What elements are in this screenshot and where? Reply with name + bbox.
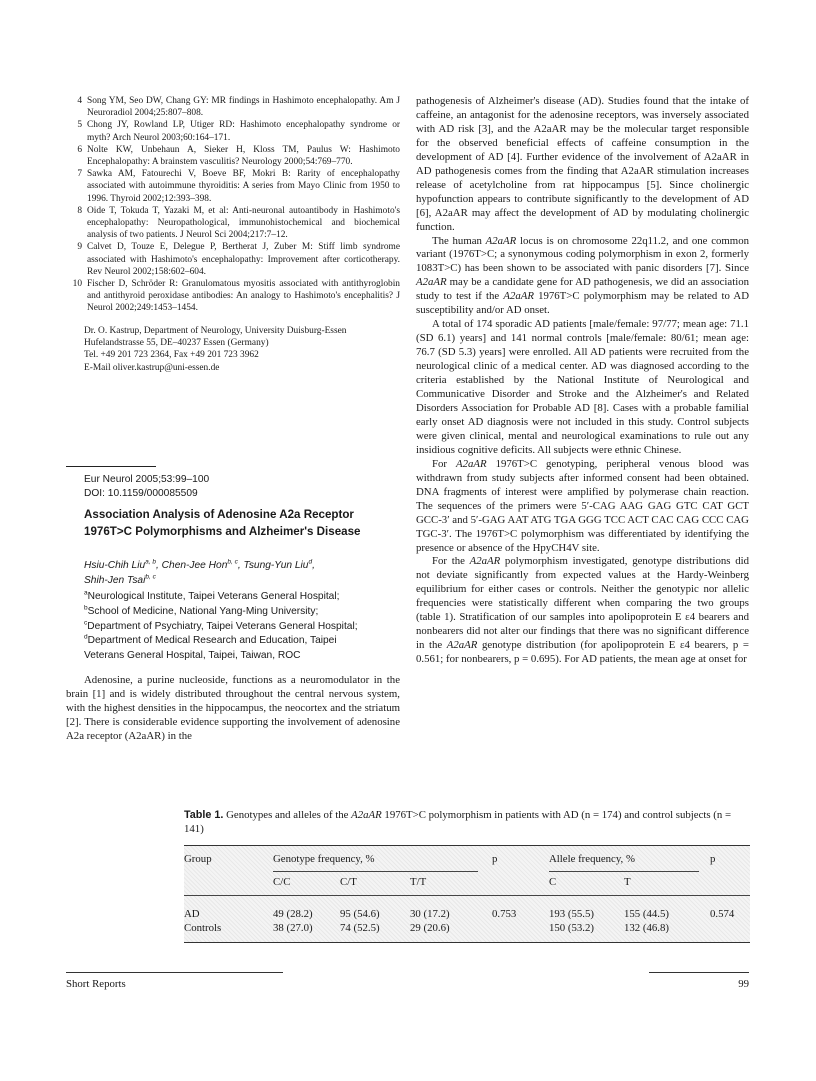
cell-tt: 30 (17.2) xyxy=(410,908,450,920)
reference-item xyxy=(66,205,400,242)
affiliation-list xyxy=(84,590,404,664)
cell-ct: 74 (52.5) xyxy=(340,922,380,934)
author-name: Tsung-Yun Liu xyxy=(243,560,309,571)
reference-number: 5 xyxy=(77,120,82,131)
footer-rule xyxy=(649,972,749,973)
table-caption-text: Genotypes and alleles of the A2aAR 1976T>C polymorphism in patients with AD (n = 174) and control subjects (n = 141) xyxy=(184,809,732,835)
section-divider xyxy=(66,466,156,467)
affiliation-text: School of Medicine, National Yang-Ming University; xyxy=(87,605,319,617)
affiliation-text: Veterans General Hospital, Taipei, Taiwan, ROC xyxy=(84,650,301,662)
footer-rule xyxy=(66,972,283,973)
reference-item xyxy=(66,119,400,143)
cell-cc: 49 (28.2) xyxy=(273,908,313,920)
reference-item xyxy=(66,168,400,205)
affiliation-marker: c xyxy=(84,619,88,627)
author-name: Shih-Jen Tsai xyxy=(84,575,146,586)
subheader-t: T xyxy=(624,876,631,888)
header-p: p xyxy=(492,853,498,865)
page-number: 99 xyxy=(738,978,749,990)
article-meta xyxy=(84,473,209,501)
cell-tt: 29 (20.6) xyxy=(410,922,450,934)
reference-text: Fischer D, Schröder R: Granulomatous myositis associated with antithyroglobin and antithyroid peroxidase antibodies: An analogy to Hashimoto's encephalitis? J Neurol 2002;249:1453–1454. xyxy=(87,279,400,314)
subheader-tt: T/T xyxy=(410,876,427,888)
affiliation-marker: d xyxy=(84,634,88,641)
reference-text: Song YM, Seo DW, Chang GY: MR findings in Hashimoto encephalopathy. Am J Neuroradiol 2004;25:807–808. xyxy=(87,96,400,119)
author-name: Chen-Jee Hon xyxy=(161,560,228,571)
body-text xyxy=(416,95,749,667)
author-affiliation-marker: b, c xyxy=(227,558,238,566)
table-caption xyxy=(184,808,750,836)
table-label: Table 1. xyxy=(184,809,224,821)
reference-number: 4 xyxy=(77,96,82,106)
reference-number: 7 xyxy=(77,169,82,180)
author-separator: , xyxy=(156,560,162,571)
affiliation-item xyxy=(84,620,404,635)
genotype-table xyxy=(184,845,750,943)
reference-item xyxy=(66,278,400,315)
genotype-subrule xyxy=(273,871,478,872)
author-separator: , xyxy=(237,560,244,571)
footer-section: Short Reports xyxy=(66,978,126,990)
header-allele: Allele frequency, % xyxy=(549,853,635,865)
cell-p: 0.753 xyxy=(492,908,517,920)
affiliation-text: Department of Psychiatry, Taipei Veterans General Hospital; xyxy=(87,620,358,632)
address-line: Dr. O. Kastrup, Department of Neurology, University Duisburg-Essen xyxy=(84,326,347,336)
author-affiliation-marker: b, c xyxy=(145,573,156,581)
address-line: Tel. +49 201 723 2364, Fax +49 201 723 3962 xyxy=(84,350,259,361)
reference-item xyxy=(66,241,400,278)
affiliation-item xyxy=(84,590,404,605)
affiliation-item xyxy=(84,605,404,620)
subheader-ct: C/T xyxy=(340,876,357,888)
author-list xyxy=(84,558,384,588)
reference-text: Chong JY, Rowland LP, Utiger RD: Hashimoto encephalopathy syndrome or myth? Arch Neurol 2003;60:164–171. xyxy=(87,120,400,143)
cell-cc: 38 (27.0) xyxy=(273,922,313,934)
correspondence-address xyxy=(84,325,404,374)
affiliation-text: Neurological Institute, Taipei Veterans General Hospital; xyxy=(87,591,340,602)
author-affiliation-marker: a, b xyxy=(145,558,156,566)
header-rule xyxy=(184,895,750,896)
reference-list xyxy=(66,95,400,315)
cell-c: 150 (53.2) xyxy=(549,922,594,934)
reference-number: 8 xyxy=(77,205,82,216)
article-title: Association Analysis of Adenosine A2a Receptor 1976T>C Polymorphisms and Alzheimer's Disease xyxy=(84,508,361,538)
cell-group: Controls xyxy=(184,922,222,934)
reference-number: 10 xyxy=(72,279,82,290)
reference-number: 9 xyxy=(77,242,82,253)
allele-subrule xyxy=(549,871,699,872)
reference-text: Calvet D, Touze E, Delegue P, Bertherat J, Zuber M: Stiff limb syndrome associated with Hashimoto's encephalopathy: Improvement after corticotherapy. Rev Neurol 2002;158:602–604. xyxy=(87,242,400,277)
cell-group: AD xyxy=(184,908,200,920)
cell-ct: 95 (54.6) xyxy=(340,908,380,920)
reference-item xyxy=(66,95,400,119)
reference-text: Nolte KW, Unbehaun A, Sieker H, Kloss TM, Paulus W: Hashimoto Encephalopathy: A brainstem vasculitis? Neurology 2000;54:769–770. xyxy=(87,144,400,168)
reference-text: Sawka AM, Fatourechi V, Boeve BF, Mokri B: Rarity of encephalopathy associated with autoimmune thyroiditis: A series from Mayo Clinic from 1950 to 1996. Thyroid 2002;12:393–398. xyxy=(87,169,400,204)
author-name: Hsiu-Chih Liu xyxy=(84,560,146,571)
author-affiliation-marker: d xyxy=(308,558,313,566)
address-email: E-Mail oliver.kastrup@uni-essen.de xyxy=(84,362,220,373)
header-group: Group xyxy=(184,853,212,865)
cell-p: 0.574 xyxy=(710,908,735,920)
doi: DOI: 10.1159/000085509 xyxy=(84,488,198,499)
body-paragraph: For A2aAR 1976T>C genotyping, peripheral venous blood was withdrawn from study subjects after informed consent had been obtained. DNA fragments of interest were amplified by polymerase chain reaction. The sequences of the primers were 5′-CAG AAG GAG GTC CAT GCT GCC-3′ and 5′-GAG AAT ATG TGA GGG TCC ACT CAC CAG CCC CAG TGC-3′. The 1976T>C polymorphism was differentiated by identifying the presence or absence of the HpyCH4V site. xyxy=(416,457,749,554)
affiliation-marker: a xyxy=(84,589,88,597)
intro-text xyxy=(66,674,400,744)
cell-t: 132 (46.8) xyxy=(624,922,669,934)
subheader-cc: C/C xyxy=(273,876,291,888)
body-paragraph: For the A2aAR polymorphism investigated, genotype distributions did not deviate significantly from expected values at the Hardy-Weinberg equilibrium for either cases or controls. Neither the genotypic nor allelic frequencies were statistically different when comparing the two groups (table 1). Stratification of our samples into apolipoprotein E ε4 bearers and nonbearers did not alter our findings that there was no significant difference in the A2aAR genotype distribution (for apolipoprotein E ε4 bearers, p = 0.561; for nonbearers, p = 0.695). For AD patients, the mean age at onset for xyxy=(416,555,749,666)
header-genotype: Genotype frequency, % xyxy=(273,853,375,865)
reference-item xyxy=(66,144,400,168)
subheader-c: C xyxy=(549,876,557,888)
body-paragraph: The human A2aAR locus is on chromosome 22q11.2, and one common variant (1976T>C; a synonymous coding polymorphism in exon 2, formerly 1083T>C) has been shown to be associated with panic disorders [7]. Since A2aAR may be a candidate gene for AD pathogenesis, we did an association study to test if the A2aAR 1976T>C polymorphism may be related to AD susceptibility and/or AD onset. xyxy=(416,234,750,317)
reference-text: Oide T, Tokuda T, Yazaki M, et al: Anti-neuronal autoantibody in Hashimoto's encephalopathy: Neuropathological, immunohistochemical and biochemical analysis of two patients. J Neurol Sci 2004;217:7–12. xyxy=(87,205,400,241)
affiliation-text: Department of Medical Research and Education, Taipei xyxy=(87,635,337,647)
cell-c: 193 (55.5) xyxy=(549,908,594,920)
body-paragraph: pathogenesis of Alzheimer's disease (AD). Studies found that the intake of caffeine, an antagonist for the adenosine receptors, was inversely associated with AD risk [3], and the A2aAR may be the molecular target responsible for the observed beneficial effects of caffeine consumption in the development of AD [4]. Further evidence of the involvement of A2aAR in AD pathogenesis comes from the finding that A2aAR stimulation increases release of acetylcholine from rat hippocampus [5]. Since cholinergic hypofunction appears to contribute significantly to the development of AD [6], A2aAR may affect the development of AD by modulating cholinergic function. xyxy=(416,95,749,233)
reference-number: 6 xyxy=(77,144,82,155)
author-separator: , xyxy=(312,560,315,571)
affiliation-item xyxy=(84,649,404,664)
journal-citation: Eur Neurol 2005;53:99–100 xyxy=(84,474,210,485)
intro-paragraph: Adenosine, a purine nucleoside, functions as a neuromodulator in the brain [1] and is widely distributed throughout the central nervous system, with the highest densities in the hippocampus, the neocortex and the striatum [2]. There is considerable evidence supporting the involvement of adenosine A2a receptor (A2aAR) in the xyxy=(66,674,400,742)
affiliation-marker: b xyxy=(84,604,88,612)
affiliation-item xyxy=(84,634,404,649)
header-p: p xyxy=(710,853,716,865)
cell-t: 155 (44.5) xyxy=(624,908,669,920)
address-line: Hufelandstrasse 55, DE–40237 Essen (Germany) xyxy=(84,338,269,349)
body-paragraph: A total of 174 sporadic AD patients [male/female: 97/77; mean age: 71.1 (SD 6.1) years] and 141 normal controls [male/female: 80/61; mean age: 76.7 (SD 5.3) years] were enrolled. All AD patients were recruited from the neurological clinic of a medical center. AD was diagnosed according to the criteria established by the National Institute of Neurological and Communicative Disorder and Stroke and the Alzheimer's and Related Disorders Association for Probable AD [8]. Cases with a probable familial early onset AD diagnosis were not included in this study. Control subjects were given clinical, mental and neurological examinations to rule out any insidious cognitive deficits. All subjects were ethnic Chinese. xyxy=(416,318,749,456)
